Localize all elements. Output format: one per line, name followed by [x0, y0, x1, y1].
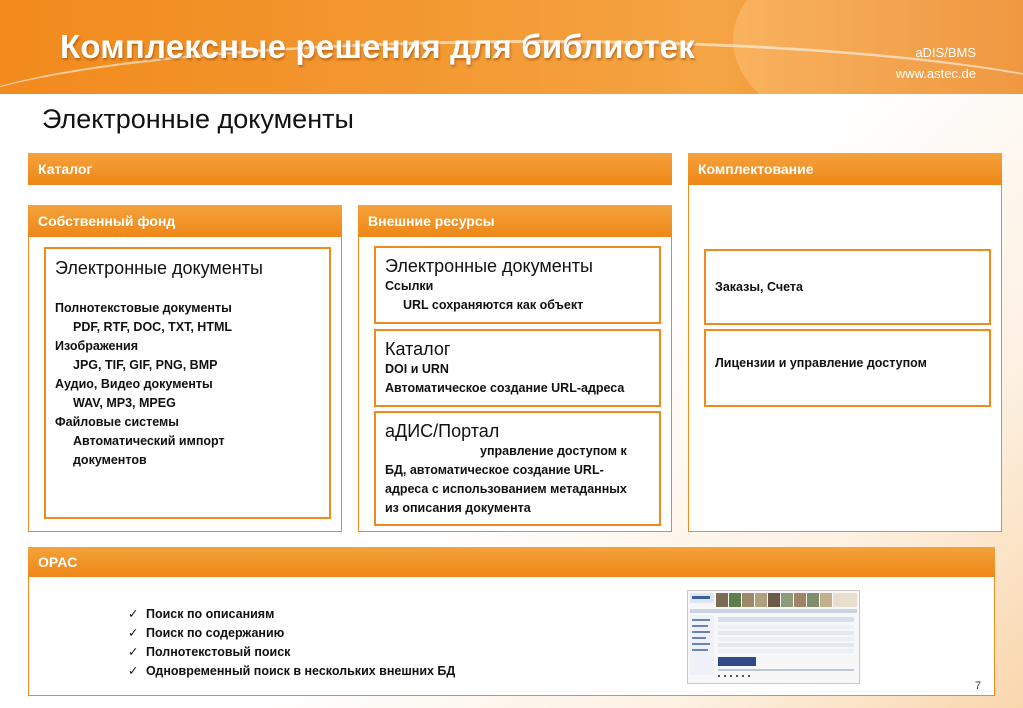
opac-feature-label: Одновременный поиск в нескольких внешних БД	[146, 664, 456, 678]
acquisition-bar: Комплектование	[688, 153, 1002, 185]
external-box-portal	[374, 411, 661, 526]
own-fund-line: Файловые системы	[55, 415, 179, 429]
own-fund-line: Полнотекстовые документы	[55, 301, 232, 315]
own-fund-heading: Электронные документы	[55, 258, 263, 278]
external-box-catalog	[374, 329, 661, 407]
external-box-edocs	[374, 246, 661, 324]
external-edocs-heading: Электронные документы	[385, 256, 593, 276]
opac-feature-list	[128, 605, 455, 681]
opac-screenshot-image	[688, 591, 859, 683]
acquisition-box-orders	[704, 249, 991, 325]
own-fund-line: Автоматический импорт	[73, 434, 225, 448]
external-bar: Внешние ресурсы	[358, 205, 672, 237]
checkmark-icon: ✓	[128, 664, 139, 678]
opac-bar: OPAC	[28, 547, 995, 577]
own-fund-line: WAV, MP3, MPEG	[73, 396, 176, 410]
external-catalog-heading: Каталог	[385, 339, 451, 359]
external-catalog-line2: Автоматическое создание URL-адреса	[385, 381, 625, 395]
brand-block	[896, 42, 976, 84]
brand-product: aDIS/BMS	[915, 45, 976, 60]
checkmark-icon: ✓	[128, 645, 139, 659]
catalog-bar: Каталог	[28, 153, 672, 185]
external-edocs-line1: Ссылки	[385, 279, 434, 293]
opac-feature-item	[128, 624, 455, 643]
external-portal-line4: из описания документа	[385, 501, 531, 515]
slide-subtitle: Электронные документы	[42, 104, 354, 134]
checkmark-icon: ✓	[128, 626, 139, 640]
external-catalog-line1: DOI и URN	[385, 362, 449, 376]
own-fund-line: Аудио, Видео документы	[55, 377, 213, 391]
opac-feature-label: Полнотекстовый поиск	[146, 645, 291, 659]
external-portal-line2: БД, автоматическое создание URL-	[385, 463, 604, 477]
acquisition-orders-label: Заказы, Счета	[715, 280, 803, 294]
checkmark-icon: ✓	[128, 607, 139, 621]
acquisition-box-licenses	[704, 329, 991, 407]
acquisition-licenses-label: Лицензии и управление доступом	[715, 356, 927, 370]
opac-screenshot-thumbnail	[687, 590, 860, 684]
opac-feature-item	[128, 605, 455, 624]
page-number: 7	[974, 680, 981, 692]
brand-url: www.astec.de	[895, 66, 976, 81]
own-fund-bar: Собственный фонд	[28, 205, 342, 237]
opac-feature-item	[128, 643, 455, 662]
opac-feature-item	[128, 662, 455, 681]
own-fund-box	[44, 247, 331, 519]
title-banner	[0, 0, 1023, 94]
external-portal-line3: адреса с использованием метаданных	[385, 482, 627, 496]
own-fund-list	[55, 299, 329, 470]
opac-feature-label: Поиск по описаниям	[146, 607, 275, 621]
opac-feature-label: Поиск по содержанию	[146, 626, 285, 640]
own-fund-line: документов	[73, 453, 147, 467]
external-portal-line1: управление доступом к	[480, 444, 627, 458]
external-portal-heading: аДИС/Портал	[385, 421, 500, 441]
own-fund-line: Изображения	[55, 339, 139, 353]
own-fund-line: PDF, RTF, DOC, TXT, HTML	[73, 320, 233, 334]
own-fund-line: JPG, TIF, GIF, PNG, BMP	[73, 358, 218, 372]
slide-title: Комплексные решения для библиотек	[60, 28, 695, 65]
external-edocs-line2: URL сохраняются как объект	[403, 298, 584, 312]
